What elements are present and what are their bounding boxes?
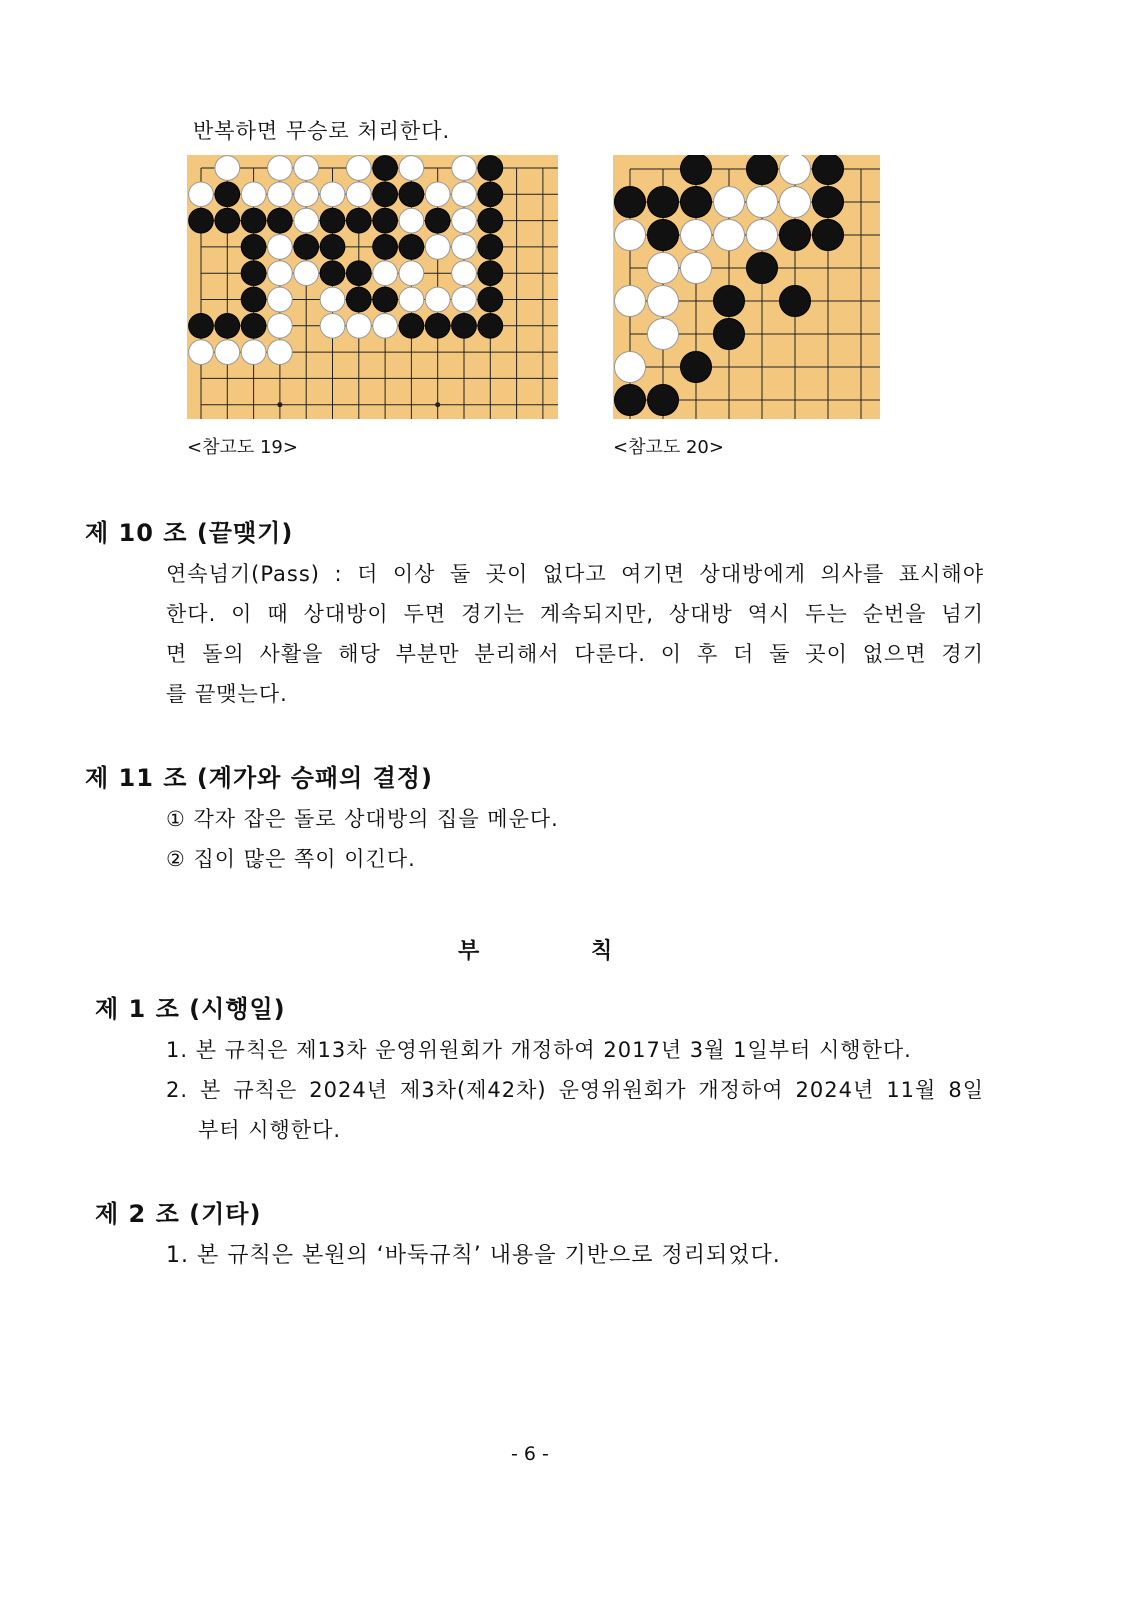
- white-stone: [268, 313, 293, 338]
- white-stone: [215, 156, 240, 181]
- article-10-line: 한다. 이 때 상대방이 두면 경기는 계속되지만, 상대방 역시 두는 순번을 넘기: [166, 602, 984, 626]
- article-10-line: 를 끝맺는다.: [166, 682, 288, 706]
- white-stone: [647, 285, 678, 316]
- black-stone: [346, 208, 371, 233]
- white-stone: [614, 351, 645, 382]
- white-stone: [268, 156, 293, 181]
- black-stone: [713, 285, 744, 316]
- white-stone: [189, 340, 214, 365]
- white-stone: [294, 261, 319, 286]
- black-stone: [779, 219, 810, 250]
- black-stone: [713, 318, 744, 349]
- black-stone: [779, 285, 810, 316]
- white-stone: [268, 261, 293, 286]
- star-point: [435, 402, 440, 407]
- white-stone: [294, 156, 319, 181]
- white-stone: [746, 219, 777, 250]
- white-stone: [614, 219, 645, 250]
- white-stone: [779, 155, 810, 185]
- black-stone: [680, 351, 711, 382]
- black-stone: [746, 252, 777, 283]
- white-stone: [452, 156, 477, 181]
- supplementary-article-1-line: 1. 본 규칙은 제13차 운영위원회가 개정하여 2017년 3월 1일부터 시행한다.: [166, 1038, 912, 1062]
- black-stone: [478, 235, 503, 260]
- black-stone: [320, 261, 345, 286]
- black-stone: [680, 186, 711, 217]
- appendix-title-left: 부: [458, 939, 481, 964]
- article-10-line: 면 돌의 사활을 해당 부분만 분리해서 다룬다. 이 후 더 둘 곳이 없으면 경기: [166, 642, 984, 666]
- black-stone: [373, 287, 398, 312]
- black-stone: [189, 313, 214, 338]
- black-stone: [241, 235, 266, 260]
- white-stone: [425, 182, 450, 207]
- black-stone: [812, 186, 843, 217]
- go-board-figure-20: [613, 155, 880, 419]
- black-stone: [373, 208, 398, 233]
- intro-line: 반복하면 무승로 처리한다.: [193, 119, 451, 143]
- black-stone: [268, 208, 293, 233]
- black-stone: [647, 384, 678, 415]
- black-stone: [241, 287, 266, 312]
- white-stone: [268, 340, 293, 365]
- black-stone: [399, 182, 424, 207]
- black-stone: [614, 384, 645, 415]
- article-11-item: ① 각자 잡은 돌로 상대방의 집을 메운다.: [166, 807, 559, 831]
- black-stone: [215, 182, 240, 207]
- supplementary-article-2-heading: 제 2 조 (기타): [95, 1200, 262, 1228]
- black-stone: [425, 313, 450, 338]
- black-stone: [812, 155, 843, 185]
- white-stone: [399, 261, 424, 286]
- black-stone: [399, 235, 424, 260]
- black-stone: [647, 186, 678, 217]
- black-stone: [320, 235, 345, 260]
- white-stone: [294, 208, 319, 233]
- white-stone: [320, 182, 345, 207]
- white-stone: [373, 261, 398, 286]
- article-10-line: 연속넘기(Pass) : 더 이상 둘 곳이 없다고 여기면 상대방에게 의사를 표시해야: [166, 562, 984, 586]
- white-stone: [746, 186, 777, 217]
- white-stone: [680, 252, 711, 283]
- black-stone: [320, 208, 345, 233]
- black-stone: [189, 208, 214, 233]
- white-stone: [647, 318, 678, 349]
- supplementary-article-1-heading: 제 1 조 (시행일): [95, 995, 286, 1023]
- black-stone: [241, 208, 266, 233]
- white-stone: [320, 287, 345, 312]
- page-number: - 6 -: [511, 1443, 549, 1465]
- black-stone: [478, 182, 503, 207]
- black-stone: [478, 261, 503, 286]
- white-stone: [189, 182, 214, 207]
- figure-caption-19: <참고도 19>: [187, 437, 298, 458]
- white-stone: [294, 182, 319, 207]
- white-stone: [268, 287, 293, 312]
- white-stone: [346, 156, 371, 181]
- white-stone: [713, 186, 744, 217]
- white-stone: [680, 219, 711, 250]
- black-stone: [478, 287, 503, 312]
- black-stone: [241, 261, 266, 286]
- black-stone: [241, 313, 266, 338]
- article-10-heading: 제 10 조 (끝맺기): [85, 519, 294, 547]
- white-stone: [346, 313, 371, 338]
- white-stone: [268, 235, 293, 260]
- black-stone: [373, 182, 398, 207]
- white-stone: [452, 287, 477, 312]
- white-stone: [614, 285, 645, 316]
- black-stone: [478, 208, 503, 233]
- black-stone: [812, 219, 843, 250]
- white-stone: [399, 208, 424, 233]
- article-11-heading: 제 11 조 (계가와 승패의 결정): [85, 764, 433, 792]
- white-stone: [452, 208, 477, 233]
- black-stone: [373, 235, 398, 260]
- white-stone: [215, 340, 240, 365]
- white-stone: [241, 340, 266, 365]
- supplementary-article-1-line: 부터 시행한다.: [198, 1118, 342, 1142]
- white-stone: [713, 219, 744, 250]
- black-stone: [478, 313, 503, 338]
- white-stone: [647, 252, 678, 283]
- white-stone: [320, 313, 345, 338]
- white-stone: [425, 235, 450, 260]
- black-stone: [399, 313, 424, 338]
- black-stone: [346, 261, 371, 286]
- black-stone: [647, 219, 678, 250]
- supplementary-article-1-line: 2. 본 규칙은 2024년 제3차(제42차) 운영위원회가 개정하여 2024년 11월 8일: [166, 1078, 984, 1102]
- black-stone: [614, 186, 645, 217]
- black-stone: [346, 287, 371, 312]
- appendix-title-right: 칙: [591, 939, 614, 964]
- black-stone: [373, 156, 398, 181]
- figure-caption-20: <참고도 20>: [613, 437, 724, 458]
- white-stone: [399, 156, 424, 181]
- black-stone: [294, 235, 319, 260]
- black-stone: [425, 208, 450, 233]
- white-stone: [373, 313, 398, 338]
- white-stone: [425, 287, 450, 312]
- black-stone: [215, 313, 240, 338]
- go-board-figure-19: [187, 155, 558, 419]
- black-stone: [680, 155, 711, 185]
- white-stone: [399, 287, 424, 312]
- black-stone: [746, 155, 777, 185]
- white-stone: [452, 182, 477, 207]
- black-stone: [478, 156, 503, 181]
- article-11-item: ② 집이 많은 쪽이 이긴다.: [166, 847, 416, 871]
- white-stone: [346, 182, 371, 207]
- white-stone: [452, 261, 477, 286]
- white-stone: [268, 182, 293, 207]
- supplementary-article-2-line: 1. 본 규칙은 본원의 ‘바둑규칙’ 내용을 기반으로 정리되었다.: [166, 1243, 781, 1268]
- white-stone: [779, 186, 810, 217]
- black-stone: [215, 208, 240, 233]
- star-point: [277, 402, 282, 407]
- white-stone: [452, 235, 477, 260]
- black-stone: [452, 313, 477, 338]
- white-stone: [241, 182, 266, 207]
